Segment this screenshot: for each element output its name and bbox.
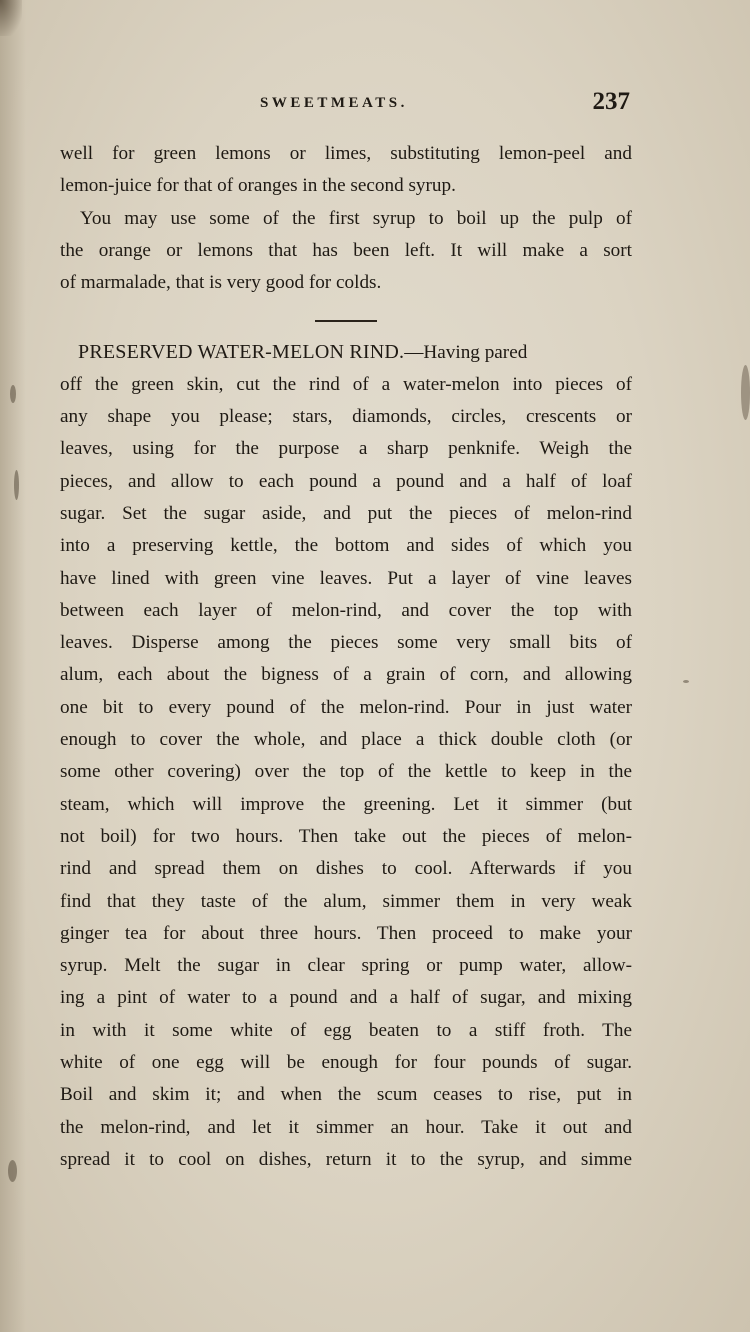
recipe-heading: PRESERVED WATER-MELON RIND. — [78, 341, 405, 364]
text-line: some other covering) over the top of the kettle to keep in the — [60, 761, 632, 783]
paragraph — [60, 138, 632, 203]
text-line: one bit to every pound of the melon-rind. Pour in just water — [60, 696, 632, 718]
text-line: Boil and skim it; and when the scum ceases to rise, put in — [60, 1084, 632, 1106]
section-divider — [315, 320, 377, 322]
text-line: leaves. Disperse among the pieces some very small bits of — [60, 632, 632, 654]
text-line: You may use some of the first syrup to boil up the pulp of — [80, 207, 632, 229]
text-line: pieces, and allow to each pound a pound and a half of loaf — [60, 470, 632, 492]
text-line: sugar. Set the sugar aside, and put the pieces of melon-rind — [60, 502, 632, 524]
page-edge-shadow — [0, 0, 26, 1332]
paper-speck — [14, 470, 19, 500]
paragraph — [60, 203, 632, 300]
paper-speck — [10, 385, 16, 403]
recipe-first-line-text: —Having pared — [404, 342, 528, 364]
recipe-first-line — [60, 336, 632, 368]
text-line: syrup. Melt the sugar in clear spring or pump water, allow- — [60, 955, 632, 977]
text-line: off the green skin, cut the rind of a water-melon into pieces of — [60, 373, 632, 395]
running-head — [60, 88, 632, 124]
text-line: of marmalade, that is very good for colds. — [60, 272, 382, 294]
paper-speck — [683, 680, 689, 683]
paper-speck — [8, 1160, 17, 1182]
text-line: not boil) for two hours. Then take out the pieces of melon- — [60, 825, 632, 847]
text-line: between each layer of melon-rind, and cover the top with — [60, 599, 632, 621]
text-line: enough to cover the whole, and place a thick double cloth (or — [60, 729, 632, 751]
text-line: lemon-juice for that of oranges in the second syrup. — [60, 175, 456, 197]
text-line: white of one egg will be enough for four pounds of sugar. — [60, 1052, 632, 1074]
text-line: alum, each about the bigness of a grain of corn, and allowing — [60, 664, 632, 686]
text-line: spread it to cool on dishes, return it to the syrup, and simme — [60, 1148, 632, 1170]
corner-stain — [0, 0, 22, 36]
text-line: have lined with green vine leaves. Put a layer of vine leaves — [60, 567, 632, 589]
page-number: 237 — [592, 88, 630, 115]
text-line: in with it some white of egg beaten to a stiff froth. The — [60, 1019, 632, 1041]
page-body — [60, 138, 632, 1176]
running-title: SWEETMEATS. — [260, 95, 408, 111]
text-line: into a preserving kettle, the bottom and sides of which you — [60, 535, 632, 557]
text-line: ing a pint of water to a pound and a half of sugar, and mixing — [60, 987, 632, 1009]
text-line: find that they taste of the alum, simmer them in very weak — [60, 890, 632, 912]
text-line: steam, which will improve the greening. Let it simmer (but — [60, 793, 632, 815]
text-line: the orange or lemons that has been left. It will make a sort — [60, 239, 632, 261]
paper-speck — [741, 365, 750, 420]
text-line: leaves, using for the purpose a sharp penknife. Weigh the — [60, 438, 632, 460]
recipe-paragraph — [60, 336, 632, 1176]
text-line: ginger tea for about three hours. Then proceed to make your — [60, 922, 632, 944]
text-line: well for green lemons or limes, substituting lemon-peel and — [60, 143, 632, 164]
text-line: rind and spread them on dishes to cool. Afterwards if you — [60, 858, 632, 880]
text-line: the melon-rind, and let it simmer an hour. Take it out and — [60, 1116, 632, 1138]
text-line: any shape you please; stars, diamonds, circles, crescents or — [60, 406, 632, 428]
